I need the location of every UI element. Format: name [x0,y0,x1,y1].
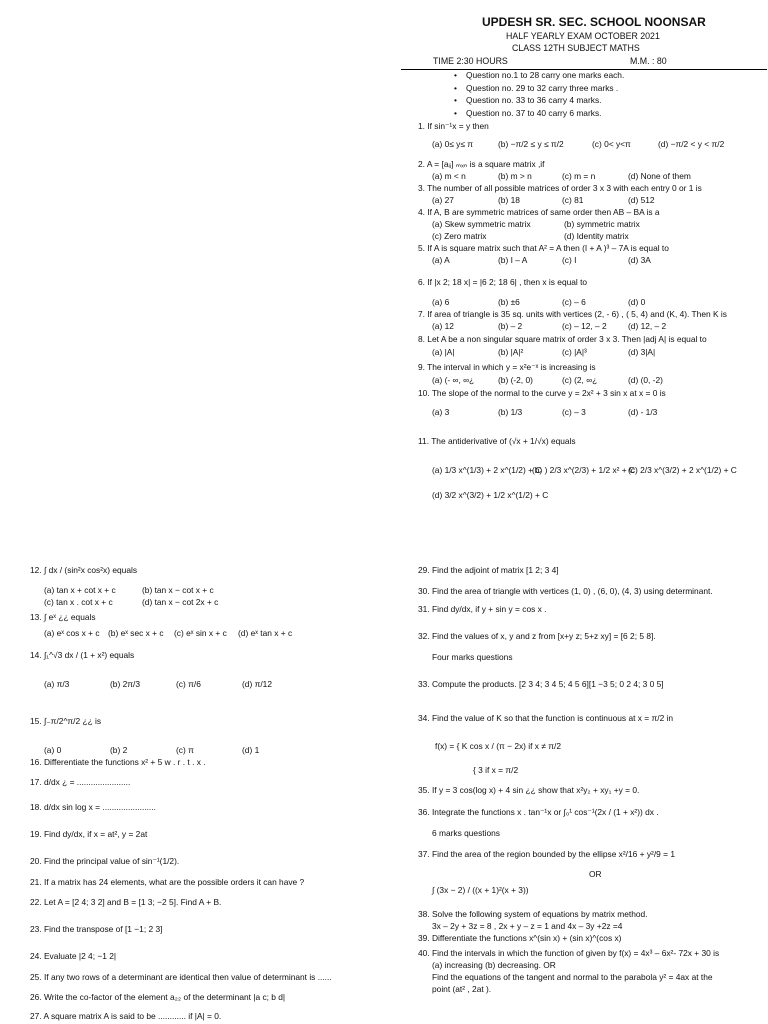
question-9: 9. The interval in which y = x²e⁻ˣ is increasing is [418,362,596,372]
option: (a) π/3 [44,679,70,689]
question-33: 33. Compute the products. [2 3 4; 3 4 5; 4 5 6][1 −3 5; 0 2 4; 3 0 5] [418,679,664,689]
question-34-function-a: f(x) = { K cos x / (π − 2x) if x ≠ π/2 [435,741,561,751]
question-37: 37. Find the area of the region bounded by the ellipse x²/16 + y²/9 = 1 [418,849,676,859]
option: (b) |A|² [498,347,524,357]
option: (b) – 2 [498,321,523,331]
option: (c) – 6 [562,297,586,307]
option: (b) (-2, 0) [498,375,533,385]
question-25: 25. If any two rows of a determinant are identical then value of determinant is ...... [30,972,332,982]
question-6-options [432,298,645,308]
question-36: 36. Integrate the functions x . tan⁻¹x or ∫₀¹ cos⁻¹(2x / (1 + x²)) dx . [418,807,659,817]
question-8: 8. Let A be a non singular square matrix of order 3 x 3. Then |adj A| is equal to [418,334,707,344]
option: (b) 18 [498,195,520,205]
question-9-options [432,376,663,386]
question-13-options [44,629,292,639]
question-19: 19. Find dy/dx, if x = at², y = 2at [30,829,148,839]
question-31: 31. Find dy/dx, if y + sin y = cos x . [418,604,547,614]
question-4-options [432,220,640,230]
question-11: 11. The antiderivative of (√x + 1/√x) equals [418,436,576,446]
option: (c) (2, ∞¿ [562,375,598,385]
option: (d) 1 [242,745,260,755]
question-12-options [44,586,214,596]
question-23: 23. Find the transpose of [1 −1; 2 3] [30,924,163,934]
option: (a) 0≤ y≤ π [432,139,474,149]
question-8-options [432,348,655,358]
question-12-options-2 [44,598,218,608]
question-17: 17. d/dx ¿ = ....................... [30,777,131,787]
question-14: 14. ∫₁^√3 dx / (1 + x²) equals [30,650,135,660]
option: (a) 3 [432,407,450,417]
or-label: OR [589,869,602,879]
option: (a) |A| [432,347,455,357]
option: (b) 2π/3 [110,679,140,689]
question-2: 2. A = [aᵢⱼ] ₘₓₙ is a square matrix ,if [418,159,545,169]
option: (a) tan x + cot x + c [44,585,116,595]
option: (a) eˣ cos x + c [44,628,100,638]
instruction-item: • Question no. 33 to 36 carry 4 marks. [466,96,624,109]
question-10: 10. The slope of the normal to the curve y = 2x² + 3 sin x at x = 0 is [418,388,666,398]
option: (d) - 1/3 [628,407,658,417]
option: (d) 512 [628,195,655,205]
option: (a) 12 [432,321,454,331]
question-1-options [432,140,724,150]
question-18: 18. d/dx sin log x = ....................... [30,802,156,812]
question-13: 13. ∫ eˣ ¿¿ equals [30,612,96,622]
option: (b) 2 [110,745,128,755]
question-3-options [432,196,655,206]
option: (c) – 12, – 2 [562,321,607,331]
question-7: 7. If area of triangle is 35 sq. units with vertices (2, - 6) , ( 5, 4) and (K, 4). Then K is [418,309,727,319]
option: (c) 81 [562,195,584,205]
option: (c) – 3 [562,407,586,417]
option: (c) m = n [562,171,596,181]
option: (c) I [562,255,577,265]
option: (a) 0 [44,745,62,755]
question-32: 32. Find the values of x, y and z from [x+y z; 5+z xy] = [6 2; 5 8]. [418,631,656,641]
question-21: 21. If a matrix has 24 elements, what are the possible orders it can have ? [30,877,305,887]
question-2-options [432,172,691,182]
option: (d) π/12 [242,679,272,689]
option: (b) tan x − cot x + c [142,585,214,595]
question-16: 16. Differentiate the functions x² + 5 w . r . t . x . [30,757,206,767]
option: (a) 6 [432,297,450,307]
option: (d) 0 [628,297,646,307]
option: (b) −π/2 ≤ y ≤ π/2 [498,139,564,149]
option: (c) Zero matrix [432,231,487,241]
instruction-item: • Question no. 37 to 40 carry 6 marks. [466,109,624,122]
question-4-options-2 [432,232,629,242]
question-11-option-d: (d) 3/2 x^(3/2) + 1/2 x^(1/2) + C [432,490,549,500]
option: (b) symmetric matrix [564,219,640,229]
question-35: 35. If y = 3 cos(log x) + 4 sin ¿¿ show that x²y₂ + xy₁ +y = 0. [418,785,640,795]
question-38-equations: 3x – 2y + 3z = 8 , 2x + y – z = 1 and 4x – 3y +2z =4 [432,921,623,931]
question-34-function-b: { 3 if x = π/2 [473,765,519,775]
four-marks-heading: Four marks questions [432,652,513,662]
question-4: 4. If A, B are symmetric matrices of same order then AB – BA is a [418,207,660,217]
option: (d) eˣ tan x + c [238,628,293,638]
question-12: 12. ∫ dx / (sin²x cos²x) equals [30,565,138,575]
option: (c) 0< y<π [592,139,631,149]
exam-name: HALF YEARLY EXAM OCTOBER 2021 [506,31,660,41]
max-marks: M.M. : 80 [630,56,667,66]
option: (b) I – A [498,255,528,265]
option: (b) m > n [498,171,532,181]
question-26: 26. Write the co-factor of the element a₂₂ of the determinant |a c; b d| [30,992,286,1002]
question-29: 29. Find the adjoint of matrix [1 2; 3 4] [418,565,559,575]
option: (d) 12, – 2 [628,321,667,331]
option: (a) 27 [432,195,454,205]
option: (c) 2/3 x^(3/2) + 2 x^(1/2) + C [628,465,737,475]
question-11-options [432,466,737,476]
option: (c) eˣ sin x + c [174,628,227,638]
option: (d) None of them [628,171,691,181]
option: (b) ±6 [498,297,520,307]
question-3: 3. The number of all possible matrices of order 3 x 3 with each entry 0 or 1 is [418,183,702,193]
question-40: 40. Find the intervals in which the function of given by f(x) = 4x³ – 6x²- 72x + 30 is [418,948,720,958]
question-39: 39. Differentiate the functions x^(sin x) + (sin x)^(cos x) [418,933,622,943]
question-5: 5. If A is square matrix such that A² = A then (I + A )³ – 7A is equal to [418,243,669,253]
option: (d) −π/2 < y < π/2 [658,139,725,149]
option: (b) eˣ sec x + c [108,628,164,638]
question-38: 38. Solve the following system of equations by matrix method. [418,909,648,919]
option: (d) Identity matrix [564,231,629,241]
question-40-or-a: Find the equations of the tangent and normal to the parabola y² = 4ax at the [432,972,713,982]
question-14-options [44,680,272,690]
question-37-or: ∫ (3x − 2) / ((x + 1)²(x + 3)) [432,885,529,895]
option: (d) 3|A| [628,347,656,357]
question-5-options [432,256,651,266]
option: (b) ) 2/3 x^(2/3) + 1/2 x² + C [532,465,636,475]
instruction-item: • Question no. 29 to 32 carry three marks . [466,84,624,97]
option: (d) 3A [628,255,651,265]
question-15-options [44,746,259,756]
option: (b) 1/3 [498,407,523,417]
option: (d) (0, -2) [628,375,663,385]
question-20: 20. Find the principal value of sin⁻¹(1/2). [30,856,180,866]
question-30: 30. Find the area of triangle with vertices (1, 0) , (6, 0), (4, 3) using determinant. [418,586,713,596]
option: (a) Skew symmetric matrix [432,219,531,229]
option: (a) A [432,255,450,265]
instructions-list [454,71,624,121]
option: (c) tan x . cot x + c [44,597,113,607]
option: (a) 1/3 x^(1/3) + 2 x^(1/2) + C [432,465,542,475]
option: (d) tan x − cot 2x + c [142,597,219,607]
question-24: 24. Evaluate |2 4; −1 2| [30,951,117,961]
option: (c) π [176,745,194,755]
question-22: 22. Let A = [2 4; 3 2] and B = [1 3; −2 5]. Find A + B. [30,897,222,907]
question-34: 34. Find the value of K so that the function is continuous at x = π/2 in [418,713,674,723]
question-15: 15. ∫₋π/2^π/2 ¿¿ is [30,716,102,726]
instruction-item: • Question no.1 to 28 carry one marks each. [466,71,624,84]
exam-time: TIME 2:30 HOURS [433,56,508,66]
option: (a) (- ∞, ∞¿ [432,375,475,385]
question-40-options: (a) increasing (b) decreasing. OR [432,960,556,970]
question-27: 27. A square matrix A is said to be ............ if |A| = 0. [30,1011,222,1021]
question-7-options [432,322,666,332]
option: (c) π/6 [176,679,201,689]
class-subject: CLASS 12TH SUBJECT MATHS [512,43,640,53]
six-marks-heading: 6 marks questions [432,828,500,838]
option: (a) m < n [432,171,466,181]
option: (c) |A|³ [562,347,587,357]
question-6: 6. If |x 2; 18 x| = |6 2; 18 6| , then x is equal to [418,277,588,287]
question-1: 1. If sin⁻¹x = y then [418,121,489,131]
question-40-or-b: point (at² , 2at ). [432,984,492,994]
question-10-options [432,408,657,418]
school-name: UPDESH SR. SEC. SCHOOL NOONSAR [482,15,706,29]
